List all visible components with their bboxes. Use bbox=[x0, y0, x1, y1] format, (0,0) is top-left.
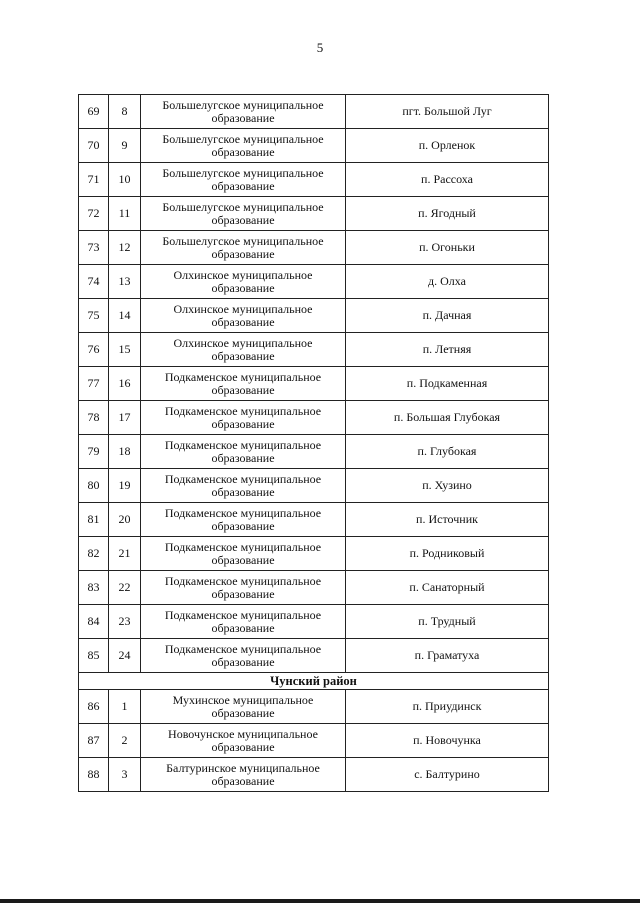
table-row bbox=[79, 333, 549, 367]
settlement-cell: п. Глубокая bbox=[346, 435, 549, 469]
row-number-cell: 77 bbox=[79, 367, 109, 401]
row-number-cell: 73 bbox=[79, 231, 109, 265]
section-row bbox=[79, 673, 549, 690]
table-row bbox=[79, 537, 549, 571]
municipality-cell: Подкаменское муниципальное образование bbox=[141, 401, 346, 435]
scan-bottom-edge bbox=[0, 899, 640, 903]
table-row bbox=[79, 435, 549, 469]
row-index-cell: 23 bbox=[109, 605, 141, 639]
municipality-cell: Большелугское муниципальное образование bbox=[141, 129, 346, 163]
municipality-cell: Подкаменское муниципальное образование bbox=[141, 367, 346, 401]
row-index-cell: 15 bbox=[109, 333, 141, 367]
row-index-cell: 20 bbox=[109, 503, 141, 537]
row-index-cell: 24 bbox=[109, 639, 141, 673]
table-row bbox=[79, 265, 549, 299]
row-number-cell: 85 bbox=[79, 639, 109, 673]
municipality-cell: Подкаменское муниципальное образование bbox=[141, 605, 346, 639]
table-row bbox=[79, 724, 549, 758]
municipality-cell: Мухинское муниципальное образование bbox=[141, 690, 346, 724]
row-number-cell: 75 bbox=[79, 299, 109, 333]
section-title: Чунский район bbox=[79, 673, 549, 690]
table-row bbox=[79, 571, 549, 605]
row-number-cell: 84 bbox=[79, 605, 109, 639]
table-section bbox=[79, 673, 549, 690]
settlement-cell: п. Огоньки bbox=[346, 231, 549, 265]
row-number-cell: 70 bbox=[79, 129, 109, 163]
row-index-cell: 17 bbox=[109, 401, 141, 435]
settlement-cell: п. Новочунка bbox=[346, 724, 549, 758]
municipality-cell: Большелугское муниципальное образование bbox=[141, 197, 346, 231]
settlement-cell: п. Рассоха bbox=[346, 163, 549, 197]
table-row bbox=[79, 758, 549, 792]
row-index-cell: 21 bbox=[109, 537, 141, 571]
table-row bbox=[79, 231, 549, 265]
table-row bbox=[79, 605, 549, 639]
municipality-cell: Подкаменское муниципальное образование bbox=[141, 537, 346, 571]
settlement-cell: п. Ягодный bbox=[346, 197, 549, 231]
settlement-cell: п. Большая Глубокая bbox=[346, 401, 549, 435]
row-number-cell: 78 bbox=[79, 401, 109, 435]
settlement-cell: п. Приудинск bbox=[346, 690, 549, 724]
row-number-cell: 80 bbox=[79, 469, 109, 503]
municipality-cell: Большелугское муниципальное образование bbox=[141, 231, 346, 265]
table-row bbox=[79, 367, 549, 401]
table-row bbox=[79, 197, 549, 231]
row-number-cell: 74 bbox=[79, 265, 109, 299]
row-number-cell: 83 bbox=[79, 571, 109, 605]
row-number-cell: 71 bbox=[79, 163, 109, 197]
row-index-cell: 1 bbox=[109, 690, 141, 724]
row-index-cell: 16 bbox=[109, 367, 141, 401]
row-number-cell: 72 bbox=[79, 197, 109, 231]
settlement-cell: д. Олха bbox=[346, 265, 549, 299]
settlement-cell: п. Источник bbox=[346, 503, 549, 537]
page-number: 5 bbox=[316, 40, 324, 55]
row-index-cell: 8 bbox=[109, 95, 141, 129]
table-row bbox=[79, 299, 549, 333]
row-number-cell: 76 bbox=[79, 333, 109, 367]
row-number-cell: 82 bbox=[79, 537, 109, 571]
municipality-cell: Новочунское муниципальное образование bbox=[141, 724, 346, 758]
municipality-cell: Олхинское муниципальное образование bbox=[141, 333, 346, 367]
settlements-table bbox=[78, 94, 549, 792]
row-index-cell: 2 bbox=[109, 724, 141, 758]
row-index-cell: 9 bbox=[109, 129, 141, 163]
settlement-cell: п. Подкаменная bbox=[346, 367, 549, 401]
row-index-cell: 13 bbox=[109, 265, 141, 299]
row-index-cell: 12 bbox=[109, 231, 141, 265]
municipality-cell: Подкаменское муниципальное образование bbox=[141, 571, 346, 605]
settlement-cell: п. Орленок bbox=[346, 129, 549, 163]
table-body-upper bbox=[79, 95, 549, 673]
table-body-lower bbox=[79, 690, 549, 792]
municipality-cell: Подкаменское муниципальное образование bbox=[141, 503, 346, 537]
table-row bbox=[79, 469, 549, 503]
settlement-cell: п. Граматуха bbox=[346, 639, 549, 673]
row-number-cell: 86 bbox=[79, 690, 109, 724]
settlement-cell: пгт. Большой Луг bbox=[346, 95, 549, 129]
municipality-cell: Подкаменское муниципальное образование bbox=[141, 435, 346, 469]
municipality-cell: Олхинское муниципальное образование bbox=[141, 265, 346, 299]
table-row bbox=[79, 401, 549, 435]
settlement-cell: п. Трудный bbox=[346, 605, 549, 639]
row-index-cell: 14 bbox=[109, 299, 141, 333]
table-row bbox=[79, 503, 549, 537]
table-row bbox=[79, 639, 549, 673]
row-index-cell: 22 bbox=[109, 571, 141, 605]
row-number-cell: 87 bbox=[79, 724, 109, 758]
row-index-cell: 10 bbox=[109, 163, 141, 197]
row-index-cell: 3 bbox=[109, 758, 141, 792]
settlement-cell: п. Летняя bbox=[346, 333, 549, 367]
row-number-cell: 69 bbox=[79, 95, 109, 129]
settlement-cell: п. Дачная bbox=[346, 299, 549, 333]
municipality-cell: Большелугское муниципальное образование bbox=[141, 95, 346, 129]
settlement-cell: с. Балтурино bbox=[346, 758, 549, 792]
municipality-cell: Подкаменское муниципальное образование bbox=[141, 639, 346, 673]
table-row bbox=[79, 95, 549, 129]
municipality-cell: Олхинское муниципальное образование bbox=[141, 299, 346, 333]
row-number-cell: 81 bbox=[79, 503, 109, 537]
municipality-cell: Большелугское муниципальное образование bbox=[141, 163, 346, 197]
row-number-cell: 79 bbox=[79, 435, 109, 469]
row-index-cell: 18 bbox=[109, 435, 141, 469]
settlement-cell: п. Санаторный bbox=[346, 571, 549, 605]
settlement-cell: п. Родниковый bbox=[346, 537, 549, 571]
municipality-cell: Балтуринское муниципальное образование bbox=[141, 758, 346, 792]
row-number-cell: 88 bbox=[79, 758, 109, 792]
settlement-cell: п. Хузино bbox=[346, 469, 549, 503]
row-index-cell: 19 bbox=[109, 469, 141, 503]
row-index-cell: 11 bbox=[109, 197, 141, 231]
municipality-cell: Подкаменское муниципальное образование bbox=[141, 469, 346, 503]
table-row bbox=[79, 163, 549, 197]
table-row bbox=[79, 129, 549, 163]
table-row bbox=[79, 690, 549, 724]
